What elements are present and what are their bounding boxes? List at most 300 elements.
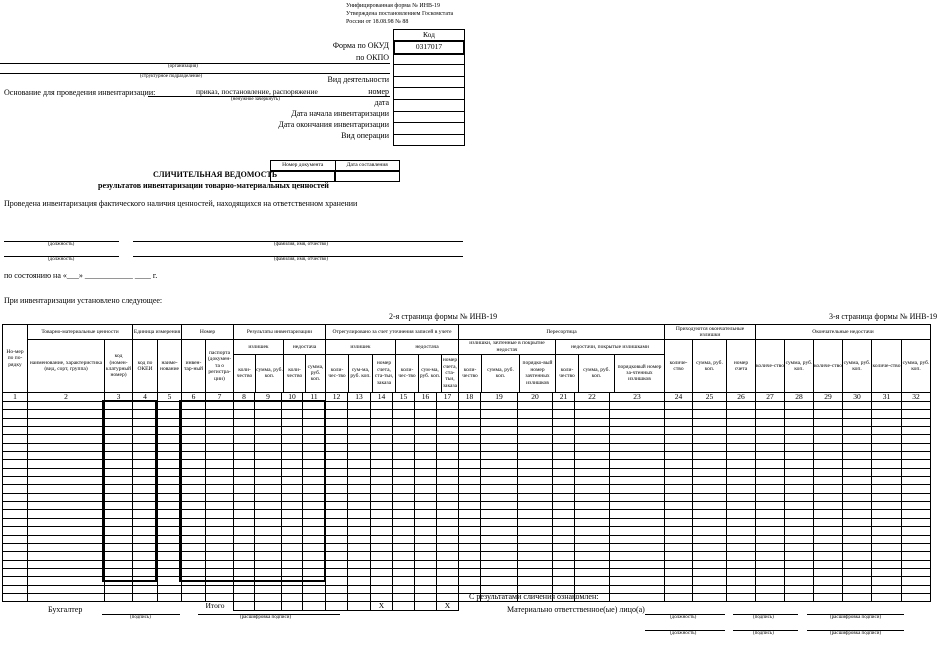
table-cell[interactable] [553,477,575,485]
table-cell[interactable] [902,477,931,485]
table-cell[interactable] [814,493,843,501]
table-cell[interactable] [693,535,727,543]
table-cell[interactable] [727,460,756,468]
table-cell[interactable] [518,493,553,501]
table-cell[interactable] [133,452,158,460]
table-cell[interactable] [756,410,785,418]
table-cell[interactable] [665,410,693,418]
table-cell[interactable] [902,585,931,593]
table-cell[interactable] [437,560,459,568]
table-cell[interactable] [133,468,158,476]
table-cell[interactable] [665,443,693,451]
table-cell[interactable] [727,402,756,410]
table-cell[interactable] [459,418,481,426]
table-cell[interactable] [693,418,727,426]
table-cell[interactable] [255,402,282,410]
table-cell[interactable] [371,527,393,535]
table-cell[interactable] [610,418,665,426]
table-cell[interactable] [814,427,843,435]
table-cell[interactable] [303,527,326,535]
table-cell[interactable] [459,452,481,460]
table-cell[interactable] [234,493,255,501]
table-cell[interactable] [814,527,843,535]
table-cell[interactable] [255,485,282,493]
table-cell[interactable] [575,568,610,576]
table-cell[interactable] [665,477,693,485]
table-cell[interactable] [843,452,872,460]
table-cell[interactable] [459,468,481,476]
table-cell[interactable] [902,518,931,526]
table-cell[interactable] [282,460,303,468]
table-cell[interactable] [415,543,437,551]
table-cell[interactable] [437,518,459,526]
table-cell[interactable] [785,510,814,518]
table-cell[interactable] [105,493,133,501]
table-cell[interactable] [234,585,255,593]
table-cell[interactable] [415,485,437,493]
table-cell[interactable] [282,593,303,601]
table-cell[interactable] [393,510,415,518]
table-cell[interactable] [303,543,326,551]
table-cell[interactable] [348,485,371,493]
table-cell[interactable] [843,460,872,468]
table-cell[interactable] [415,435,437,443]
table-cell[interactable] [756,468,785,476]
table-cell[interactable] [518,418,553,426]
table-cell[interactable] [393,485,415,493]
table-cell[interactable] [371,402,393,410]
table-cell[interactable] [255,510,282,518]
table-cell[interactable] [3,593,28,601]
table-cell[interactable] [575,552,610,560]
table-cell[interactable] [182,452,206,460]
table-cell[interactable] [902,535,931,543]
table-cell[interactable] [105,485,133,493]
table-cell[interactable] [872,460,902,468]
table-cell[interactable] [693,452,727,460]
table-cell[interactable] [371,460,393,468]
table-cell[interactable] [814,410,843,418]
table-cell[interactable] [326,568,348,576]
table-cell[interactable] [665,452,693,460]
table-cell[interactable] [415,418,437,426]
table-cell[interactable] [437,443,459,451]
table-cell[interactable] [348,552,371,560]
table-cell[interactable] [282,560,303,568]
table-cell[interactable] [206,510,234,518]
table-cell[interactable] [393,560,415,568]
table-cell[interactable] [437,410,459,418]
table-cell[interactable] [371,552,393,560]
table-cell[interactable] [481,518,518,526]
table-cell[interactable] [518,435,553,443]
table-cell[interactable] [371,510,393,518]
table-cell[interactable] [518,543,553,551]
table-cell[interactable] [437,593,459,601]
table-cell[interactable] [282,477,303,485]
table-cell[interactable] [326,427,348,435]
table-cell[interactable] [415,577,437,585]
table-cell[interactable] [158,468,182,476]
table-cell[interactable] [28,568,105,576]
table-cell[interactable] [182,510,206,518]
table-cell[interactable] [902,485,931,493]
table-cell[interactable] [693,593,727,601]
table-cell[interactable] [756,435,785,443]
table-cell[interactable] [393,493,415,501]
table-cell[interactable] [459,493,481,501]
table-cell[interactable] [872,510,902,518]
table-cell[interactable] [665,577,693,585]
table-cell[interactable] [282,418,303,426]
table-cell[interactable] [206,427,234,435]
table-cell[interactable] [326,493,348,501]
table-cell[interactable] [727,585,756,593]
table-cell[interactable] [415,502,437,510]
table-cell[interactable] [371,452,393,460]
table-cell[interactable] [610,493,665,501]
table-cell[interactable] [756,485,785,493]
table-cell[interactable] [693,493,727,501]
table-cell[interactable] [872,477,902,485]
table-cell[interactable] [665,402,693,410]
table-cell[interactable] [206,443,234,451]
table-cell[interactable] [459,577,481,585]
table-cell[interactable] [105,477,133,485]
table-cell[interactable] [3,493,28,501]
table-cell[interactable] [872,585,902,593]
doc-date-field[interactable] [336,172,399,181]
table-cell[interactable] [610,460,665,468]
table-cell[interactable] [693,518,727,526]
table-cell[interactable] [133,577,158,585]
table-cell[interactable] [133,402,158,410]
table-cell[interactable] [727,510,756,518]
table-cell[interactable] [282,468,303,476]
table-cell[interactable] [843,435,872,443]
table-cell[interactable] [518,518,553,526]
table-cell[interactable] [872,552,902,560]
table-cell[interactable] [459,560,481,568]
table-cell[interactable] [665,535,693,543]
table-cell[interactable] [459,543,481,551]
table-cell[interactable] [371,435,393,443]
table-cell[interactable] [105,468,133,476]
table-cell[interactable] [437,493,459,501]
table-cell[interactable] [610,527,665,535]
table-cell[interactable] [872,443,902,451]
table-cell[interactable] [28,468,105,476]
table-cell[interactable] [206,435,234,443]
table-cell[interactable] [902,502,931,510]
table-cell[interactable] [843,402,872,410]
table-cell[interactable] [727,502,756,510]
table-cell[interactable] [348,577,371,585]
table-cell[interactable] [182,468,206,476]
table-cell[interactable] [518,510,553,518]
table-cell[interactable] [133,460,158,468]
table-cell[interactable] [785,410,814,418]
table-cell[interactable] [415,560,437,568]
table-cell[interactable] [182,560,206,568]
table-cell[interactable] [326,527,348,535]
table-cell[interactable] [371,468,393,476]
table-cell[interactable] [348,460,371,468]
table-cell[interactable] [234,527,255,535]
table-cell[interactable] [727,435,756,443]
table-cell[interactable] [481,468,518,476]
table-cell[interactable] [348,518,371,526]
table-cell[interactable] [518,485,553,493]
table-cell[interactable] [575,460,610,468]
table-cell[interactable] [28,477,105,485]
table-cell[interactable] [459,552,481,560]
table-cell[interactable] [255,427,282,435]
table-cell[interactable] [182,527,206,535]
table-cell[interactable] [206,568,234,576]
table-cell[interactable] [785,560,814,568]
table-cell[interactable] [785,577,814,585]
table-cell[interactable] [665,460,693,468]
table-cell[interactable] [553,502,575,510]
table-cell[interactable] [105,535,133,543]
table-cell[interactable] [371,568,393,576]
table-cell[interactable] [303,518,326,526]
table-cell[interactable] [393,452,415,460]
table-cell[interactable] [182,402,206,410]
table-cell[interactable] [348,477,371,485]
table-cell[interactable] [693,510,727,518]
table-cell[interactable] [872,493,902,501]
table-cell[interactable] [348,493,371,501]
table-cell[interactable] [756,402,785,410]
table-cell[interactable] [553,518,575,526]
operation-code-field[interactable] [394,135,464,146]
table-cell[interactable] [610,543,665,551]
table-cell[interactable] [133,593,158,601]
table-cell[interactable] [255,527,282,535]
table-cell[interactable] [105,552,133,560]
table-cell[interactable] [158,568,182,576]
table-cell[interactable] [28,543,105,551]
table-cell[interactable] [756,452,785,460]
table-cell[interactable] [206,418,234,426]
table-cell[interactable] [756,543,785,551]
table-cell[interactable] [553,493,575,501]
table-cell[interactable] [282,485,303,493]
table-cell[interactable] [785,568,814,576]
table-cell[interactable] [303,502,326,510]
table-cell[interactable] [28,435,105,443]
table-cell[interactable] [785,543,814,551]
table-cell[interactable] [872,535,902,543]
table-cell[interactable] [727,477,756,485]
table-cell[interactable] [575,502,610,510]
table-cell[interactable] [553,410,575,418]
table-cell[interactable] [843,535,872,543]
table-cell[interactable] [610,510,665,518]
table-cell[interactable] [393,568,415,576]
table-cell[interactable] [843,593,872,601]
table-cell[interactable] [158,427,182,435]
table-cell[interactable] [282,535,303,543]
table-cell[interactable] [234,427,255,435]
table-cell[interactable] [727,410,756,418]
table-cell[interactable] [158,418,182,426]
table-cell[interactable] [785,485,814,493]
table-cell[interactable] [182,460,206,468]
table-cell[interactable] [371,585,393,593]
table-cell[interactable] [610,443,665,451]
table-cell[interactable] [553,535,575,543]
table-cell[interactable] [206,585,234,593]
table-cell[interactable] [785,460,814,468]
table-cell[interactable] [553,577,575,585]
table-cell[interactable] [105,527,133,535]
table-cell[interactable] [133,477,158,485]
table-cell[interactable] [727,593,756,601]
table-cell[interactable] [843,552,872,560]
table-cell[interactable] [182,502,206,510]
table-cell[interactable] [255,443,282,451]
table-cell[interactable] [206,518,234,526]
table-cell[interactable] [133,443,158,451]
table-cell[interactable] [371,543,393,551]
table-cell[interactable] [665,568,693,576]
table-cell[interactable] [902,468,931,476]
table-cell[interactable] [158,460,182,468]
as-of-date[interactable]: по состоянию на «___» ____________ ____ г. [4,271,158,280]
table-cell[interactable] [785,477,814,485]
table-cell[interactable] [326,593,348,601]
table-cell[interactable] [393,468,415,476]
table-cell[interactable] [393,477,415,485]
table-cell[interactable] [814,577,843,585]
table-cell[interactable] [3,552,28,560]
table-cell[interactable] [437,577,459,585]
table-cell[interactable] [234,452,255,460]
table-cell[interactable] [393,527,415,535]
table-cell[interactable] [255,518,282,526]
table-cell[interactable] [610,427,665,435]
table-cell[interactable] [785,443,814,451]
table-cell[interactable] [158,402,182,410]
table-cell[interactable] [518,443,553,451]
table-cell[interactable] [105,510,133,518]
table-cell[interactable] [665,427,693,435]
table-cell[interactable] [282,452,303,460]
table-cell[interactable] [158,593,182,601]
table-cell[interactable] [459,402,481,410]
table-cell[interactable] [437,418,459,426]
table-cell[interactable] [348,568,371,576]
table-cell[interactable] [158,510,182,518]
table-cell[interactable] [575,543,610,551]
okpo-code-field[interactable] [394,54,464,66]
table-cell[interactable] [3,443,28,451]
table-cell[interactable] [348,418,371,426]
table-cell[interactable] [727,452,756,460]
table-cell[interactable] [28,577,105,585]
table-cell[interactable] [255,493,282,501]
table-cell[interactable] [459,485,481,493]
table-cell[interactable] [575,510,610,518]
table-cell[interactable] [693,568,727,576]
table-cell[interactable] [575,577,610,585]
table-cell[interactable] [326,468,348,476]
table-cell[interactable] [459,443,481,451]
table-cell[interactable] [481,485,518,493]
table-cell[interactable] [182,435,206,443]
table-cell[interactable] [785,452,814,460]
table-cell[interactable] [756,510,785,518]
table-cell[interactable] [610,560,665,568]
table-cell[interactable] [3,560,28,568]
table-cell[interactable] [872,560,902,568]
table-cell[interactable] [206,593,234,601]
table-cell[interactable] [553,468,575,476]
table-cell[interactable] [693,443,727,451]
table-cell[interactable] [348,452,371,460]
table-cell[interactable] [393,502,415,510]
table-cell[interactable] [158,485,182,493]
table-cell[interactable] [326,452,348,460]
table-cell[interactable] [234,443,255,451]
table-cell[interactable] [727,577,756,585]
table-cell[interactable] [665,485,693,493]
table-cell[interactable] [843,477,872,485]
table-cell[interactable] [3,535,28,543]
table-cell[interactable] [182,443,206,451]
table-cell[interactable] [182,427,206,435]
table-cell[interactable] [756,477,785,485]
table-cell[interactable] [133,552,158,560]
table-cell[interactable] [28,485,105,493]
table-cell[interactable] [872,402,902,410]
table-cell[interactable] [348,443,371,451]
table-cell[interactable] [785,493,814,501]
table-cell[interactable] [158,493,182,501]
table-cell[interactable] [693,435,727,443]
table-cell[interactable] [902,577,931,585]
table-cell[interactable] [303,577,326,585]
table-cell[interactable] [553,510,575,518]
table-cell[interactable] [459,518,481,526]
table-cell[interactable] [133,518,158,526]
table-cell[interactable] [326,402,348,410]
table-cell[interactable] [693,485,727,493]
table-cell[interactable] [393,518,415,526]
table-cell[interactable] [326,585,348,593]
table-cell[interactable] [206,452,234,460]
table-cell[interactable] [518,502,553,510]
table-cell[interactable] [459,527,481,535]
table-cell[interactable] [902,452,931,460]
table-cell[interactable] [282,435,303,443]
table-cell[interactable] [303,410,326,418]
table-cell[interactable] [814,452,843,460]
table-cell[interactable] [665,552,693,560]
table-cell[interactable] [28,510,105,518]
table-cell[interactable] [437,402,459,410]
table-cell[interactable] [518,402,553,410]
table-cell[interactable] [393,460,415,468]
table-cell[interactable] [553,560,575,568]
table-cell[interactable] [371,535,393,543]
table-cell[interactable] [234,485,255,493]
table-cell[interactable] [814,502,843,510]
table-cell[interactable] [610,452,665,460]
